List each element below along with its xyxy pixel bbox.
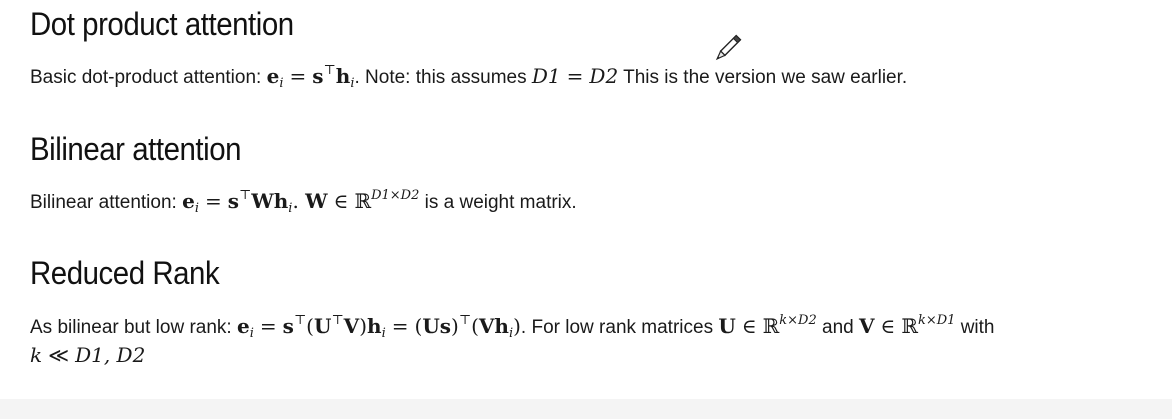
formula-dimension-equality: D1 = D2	[531, 64, 619, 88]
paragraph-dot-product: Basic dot-product attention: $e_i = s^⊤h_i$. Note: this assumes D1 = D2 This is the version we saw earlier.	[30, 63, 908, 91]
paragraph-reduced-rank: As bilinear but low rank: $e_i = s^⊤(U^⊤V)h_i = (Us)^⊤(Vh_i)$. For low rank matrices U ∈ ℝ$^{k\times D2}$ and V ∈ ℝ$^{k\times D1}$ with	[30, 313, 995, 341]
paragraph-reduced-rank-continued	[30, 342, 145, 370]
formula-reduced-rank: $e_i = s^⊤(U^⊤V)h_i = (Us)^⊤(Vh_i)$	[237, 313, 521, 341]
formula-bilinear: $e_i = s^⊤Wh_i$. W ∈ ℝ$^{D1\times D2}$	[182, 188, 420, 216]
formula-matrix-u: U ∈ ℝ$^{k\times D2}$	[718, 313, 817, 338]
bottom-bar	[0, 399, 1172, 419]
heading-bilinear-attention: Bilinear attention	[30, 131, 242, 167]
paragraph-bilinear: Bilinear attention: $e_i = s^⊤Wh_i$. W ∈ ℝ$^{D1\times D2}$ is a weight matrix.	[30, 188, 577, 216]
heading-dot-product-attention: Dot product attention	[30, 6, 294, 42]
pencil-cursor-icon	[710, 32, 744, 66]
formula-matrix-v: V ∈ ℝ$^{k\times D1}$	[858, 313, 956, 338]
heading-reduced-rank: Reduced Rank	[30, 255, 220, 291]
formula-rank-condition: k ≪ D1, D2	[30, 343, 146, 367]
formula-dot-product: $e_i = s^⊤h_i$	[266, 63, 355, 91]
